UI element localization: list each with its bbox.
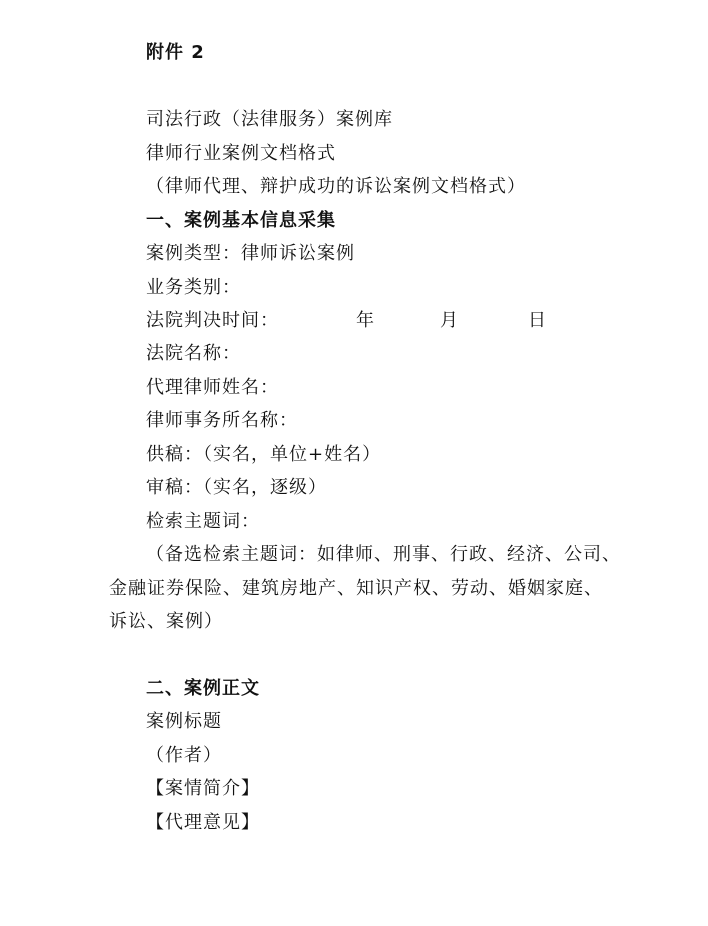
agency-opinion-heading: 【代理意见】: [146, 812, 260, 833]
keywords-note-line-3: 诉讼、案例）: [109, 611, 223, 632]
library-title: 司法行政（法律服务）案例库: [146, 109, 393, 130]
submitter-field: 供稿：（实名，单位+姓名）: [146, 444, 382, 465]
judgment-time-field: [146, 310, 566, 332]
case-summary-heading: 【案情简介】: [146, 778, 260, 799]
court-name-field: 法院名称：: [146, 343, 241, 364]
section-body-title: 二、案例正文: [146, 678, 260, 699]
day-label: 日: [528, 310, 547, 331]
case-type-field: 案例类型：律师诉讼案例: [146, 243, 355, 264]
keywords-note-line-1: （备选检索主题词：如律师、刑事、行政、经济、公司、: [146, 544, 621, 565]
keywords-note-line-2: 金融证券保险、建筑房地产、知识产权、劳动、婚姻家庭、: [109, 578, 603, 599]
year-label: 年: [356, 310, 375, 331]
attachment-label: 附件 2: [146, 42, 205, 63]
format-title: 律师行业案例文档格式: [146, 143, 336, 164]
format-subtitle: （律师代理、辩护成功的诉讼案例文档格式）: [146, 176, 526, 197]
judgment-time-label: 法院判决时间：: [146, 310, 279, 331]
reviewer-field: 审稿：（实名，逐级）: [146, 477, 327, 498]
lawyer-name-field: 代理律师姓名：: [146, 377, 279, 398]
month-label: 月: [440, 310, 459, 331]
author-placeholder: （作者）: [146, 745, 222, 766]
business-category-field: 业务类别：: [146, 277, 241, 298]
law-firm-name-field: 律师事务所名称：: [146, 410, 298, 431]
section-basic-info-title: 一、案例基本信息采集: [146, 210, 336, 231]
keywords-field: 检索主题词：: [146, 511, 260, 532]
case-title-placeholder: 案例标题: [146, 711, 222, 732]
